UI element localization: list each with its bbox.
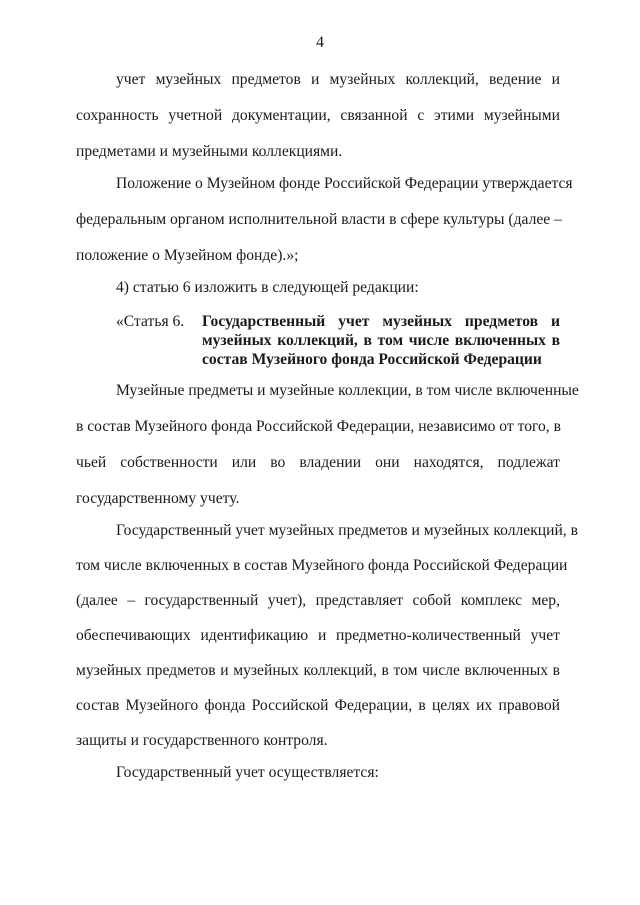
page-number: 4 — [316, 34, 324, 51]
paragraph-line: Положение о Музейном фонде Российской Федерации утверждается — [116, 175, 573, 192]
paragraph-line: чьей собственности или во владении они находятся, подлежат — [76, 454, 560, 471]
paragraph-line: Государственный учет осуществляется: — [116, 764, 379, 781]
paragraph-line: учет музейных предметов и музейных коллекций, ведение и — [116, 71, 560, 88]
paragraph-line: положение о Музейном фонде).»; — [76, 247, 299, 264]
paragraph-line: 4) статью 6 изложить в следующей редакции: — [116, 279, 419, 296]
paragraph-line: (далее – государственный учет), представляет собой комплекс мер, — [76, 592, 560, 609]
paragraph-line: сохранность учетной документации, связанной с этими музейными — [76, 107, 560, 124]
paragraph-museum-accounting — [76, 70, 560, 162]
paragraph-accounting-performed — [76, 763, 560, 783]
paragraph-line: в состав Музейного фонда Российской Федерации, независимо от того, в — [76, 418, 561, 435]
article-label: «Статья 6. — [116, 313, 185, 330]
paragraph-line: состав Музейного фонда Российской Федерации, в целях их правовой — [76, 697, 560, 714]
article-title — [202, 312, 560, 369]
paragraph-regulation — [76, 174, 573, 266]
paragraph-line: том числе включенных в состав Музейного фонда Российской Федерации — [76, 557, 568, 574]
article-title-line: музейных коллекций, в том числе включенных в — [202, 332, 560, 349]
paragraph-line: обеспечивающих идентификацию и предметно-количественный учет — [76, 627, 560, 644]
article-title-line: состав Музейного фонда Российской Федерации — [202, 351, 542, 368]
paragraph-line: Музейные предметы и музейные коллекции, в том числе включенные — [116, 382, 579, 399]
paragraph-line: музейных предметов и музейных коллекций, в том числе включенных в — [76, 662, 560, 679]
paragraph-state-accounting-definition — [76, 521, 578, 751]
paragraph-line: федеральным органом исполнительной власти в сфере культуры (далее – — [76, 211, 562, 228]
paragraph-amendment-intro — [76, 278, 560, 298]
paragraph-line: защиты и государственного контроля. — [76, 732, 328, 749]
paragraph-line: предметами и музейными коллекциями. — [76, 143, 343, 160]
paragraph-subject-to-accounting — [76, 381, 579, 509]
paragraph-line: Государственный учет музейных предметов и музейных коллекций, в — [116, 522, 578, 539]
article-title-line: Государственный учет музейных предметов и — [202, 313, 560, 330]
paragraph-line: государственному учету. — [76, 490, 240, 507]
